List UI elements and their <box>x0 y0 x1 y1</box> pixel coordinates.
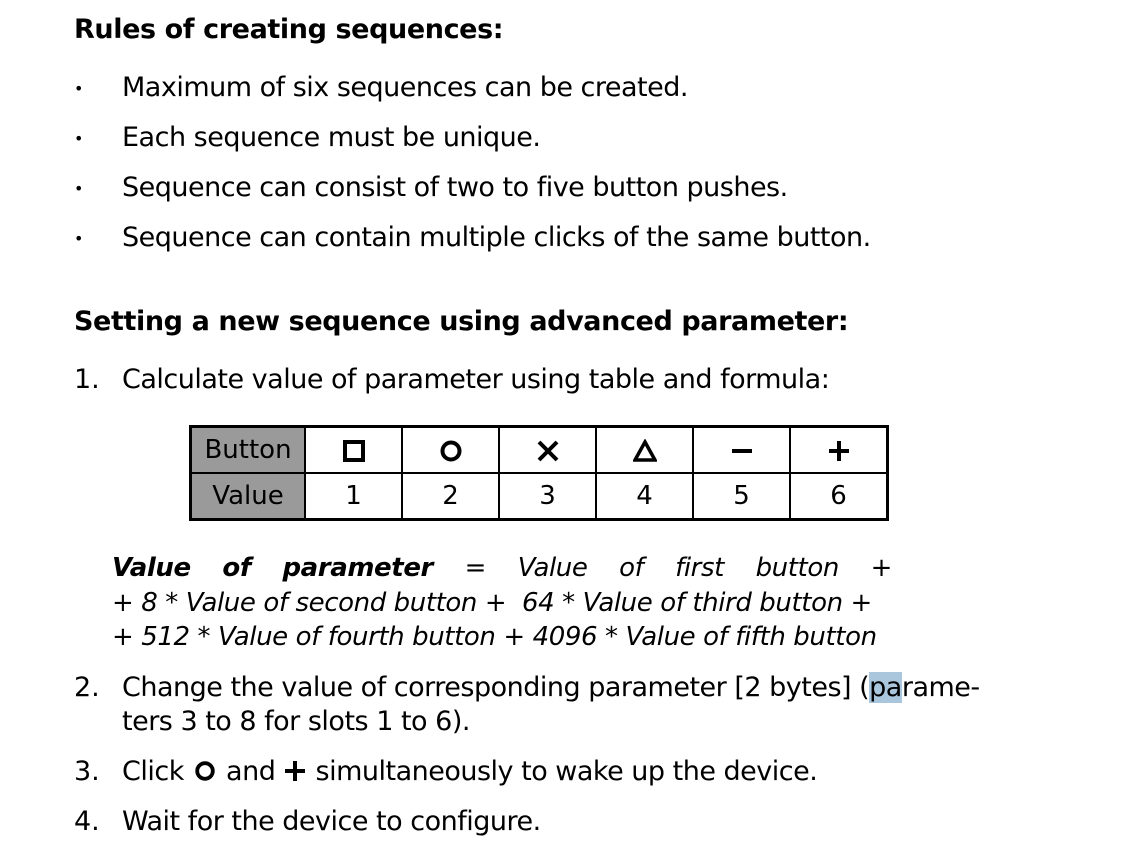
minus-icon <box>730 439 754 463</box>
rules-heading: Rules of creating sequences: <box>74 14 504 45</box>
plus-icon <box>827 439 851 463</box>
circle-icon <box>439 439 463 463</box>
step-text: Calculate value of parameter using table and formula: <box>122 364 830 395</box>
table-cell: 3 <box>499 473 596 520</box>
bullet-icon: • <box>74 179 84 198</box>
table-cell <box>693 427 790 474</box>
table-row <box>191 473 888 520</box>
rule-item: Maximum of six sequences can be created. <box>122 72 688 103</box>
step-number: 3. <box>74 756 100 787</box>
step-text-part: Change the value of corresponding parameter [2 bytes] ( <box>122 672 870 703</box>
table-cell <box>305 427 402 474</box>
formula-word: button <box>755 553 839 583</box>
table-cell: 2 <box>402 473 499 520</box>
table-cell <box>499 427 596 474</box>
step-number: 4. <box>74 806 100 837</box>
step-text: ters 3 to 8 for slots 1 to 6). <box>122 706 470 737</box>
square-icon <box>342 439 366 463</box>
step-text-part: and <box>226 756 276 787</box>
table-header-cell: Value <box>191 473 306 520</box>
formula-word: Value <box>112 553 191 583</box>
step-text <box>122 756 817 787</box>
formula-word: Value <box>517 553 588 583</box>
table-cell <box>402 427 499 474</box>
circle-icon <box>194 760 216 782</box>
table-row <box>191 427 888 474</box>
table-cell <box>596 427 693 474</box>
formula-line: + 8 * Value of second button + 64 * Value of third button + <box>112 588 872 618</box>
setting-heading: Setting a new sequence using advanced parameter: <box>74 306 849 337</box>
formula-line: + 512 * Value of fourth button + 4096 * Value of fifth button <box>112 622 877 652</box>
cross-icon <box>536 439 560 463</box>
table-cell: 6 <box>790 473 888 520</box>
formula-word: of <box>619 553 644 583</box>
table-cell <box>790 427 888 474</box>
table-header-cell: Button <box>191 427 306 474</box>
step-text <box>122 672 980 703</box>
bullet-icon: • <box>74 129 84 148</box>
step-number: 1. <box>74 364 100 395</box>
formula-word: of <box>222 553 251 583</box>
table-cell: 4 <box>596 473 693 520</box>
formula-word: = <box>464 553 487 583</box>
step-text-part: simultaneously to wake up the device. <box>315 756 818 787</box>
rule-item: Sequence can contain multiple clicks of the same button. <box>122 222 871 253</box>
rule-item: Sequence can consist of two to five button pushes. <box>122 172 788 203</box>
formula-word: parameter <box>282 553 433 583</box>
step-number: 2. <box>74 672 100 703</box>
triangle-icon <box>633 439 657 463</box>
bullet-icon: • <box>74 229 84 248</box>
formula-line <box>112 553 892 583</box>
formula-word: + <box>870 553 892 583</box>
bullet-icon: • <box>74 79 84 98</box>
text-selection-highlight: pa <box>869 672 902 703</box>
button-value-table <box>189 425 889 521</box>
formula-word: first <box>675 553 724 583</box>
plus-icon <box>284 760 306 782</box>
step-text-part: Click <box>122 756 184 787</box>
step-text-part: rame- <box>901 672 980 703</box>
table-cell: 5 <box>693 473 790 520</box>
rule-item: Each sequence must be unique. <box>122 122 541 153</box>
step-text: Wait for the device to configure. <box>122 806 541 837</box>
table-cell: 1 <box>305 473 402 520</box>
